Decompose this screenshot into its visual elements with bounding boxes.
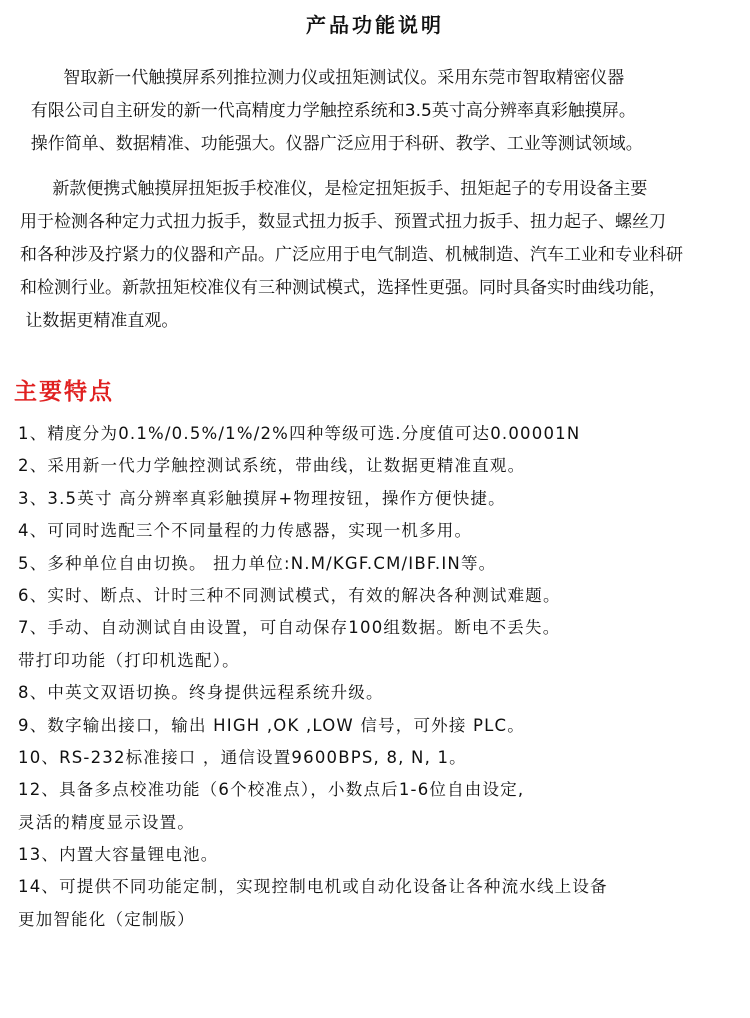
intro-line: 用于检测各种定力式扭力扳手，数显式扭力扳手、预置式扭力扳手、扭力起子、螺丝刀 [20,212,666,232]
features-heading: 主要特点 [14,379,114,405]
feature-item: 14、可提供不同功能定制，实现控制电机或自动化设备让各种流水线上设备 [18,877,608,897]
intro-paragraph-2 [20,173,732,338]
feature-item: 灵活的精度显示设置。 [18,812,195,832]
intro-line: 新款便携式触摸屏扭矩扳手校准仪，是检定扭矩扳手、扭矩起子的专用设备主要 [20,179,648,199]
feature-item: 4、可同时选配三个不同量程的力传感器，实现一机多用。 [18,521,473,541]
features-list [18,418,740,936]
feature-item: 9、数字输出接口，输出 HIGH ,OK ,LOW 信号，可外接 PLC。 [18,715,525,735]
intro-paragraph-1 [20,62,732,161]
feature-item: 10、RS-232标准接口 ，通信设置9600BPS, 8, N, 1。 [18,747,467,767]
feature-item: 8、中英文双语切换。终身提供远程系统升级。 [18,683,384,703]
feature-item: 12、具备多点校准功能（6个校准点），小数点后1-6位自由设定, [18,780,525,800]
page-title: 产品功能说明 [306,13,444,37]
feature-item: 5、多种单位自由切换。 扭力单位:N.M/KGF.CM/IBF.IN等。 [18,553,497,573]
intro-line: 和各种涉及拧紧力的仪器和产品。广泛应用于电气制造、机械制造、汽车工业和专业科研 [20,245,683,265]
feature-item: 1、精度分为0.1%/0.5%/1%/2%四种等级可选.分度值可达0.00001N [18,424,581,443]
intro-line: 操作简单、数据精准、功能强大。仪器广泛应用于科研、教学、工业等测试领域。 [20,134,643,154]
feature-item: 更加智能化（定制版） [18,909,195,929]
feature-item: 3、3.5英寸 高分辨率真彩触摸屏+物理按钮，操作方便快捷。 [18,488,506,508]
feature-item: 带打印功能（打印机选配）。 [18,650,240,670]
intro-line: 让数据更精准直观。 [20,311,179,331]
feature-item: 2、采用新一代力学触控测试系统，带曲线，让数据更精准直观。 [18,456,526,476]
intro-line: 有限公司自主研发的新一代高精度力学触控系统和3.5英寸高分辨率真彩触摸屏。 [20,101,636,121]
intro-line: 和检测行业。新款扭矩校准仪有三种测试模式，选择性更强。同时具备实时曲线功能， [20,278,666,298]
feature-item: 6、实时、断点、计时三种不同测试模式，有效的解决各种测试难题。 [18,585,561,605]
feature-item: 13、内置大容量锂电池。 [18,845,219,865]
feature-item: 7、手动、自动测试自由设置，可自动保存100组数据。断电不丢失。 [18,618,561,638]
intro-line: 智取新一代触摸屏系列推拉测力仪或扭矩测试仪。采用东莞市智取精密仪器 [20,68,625,88]
